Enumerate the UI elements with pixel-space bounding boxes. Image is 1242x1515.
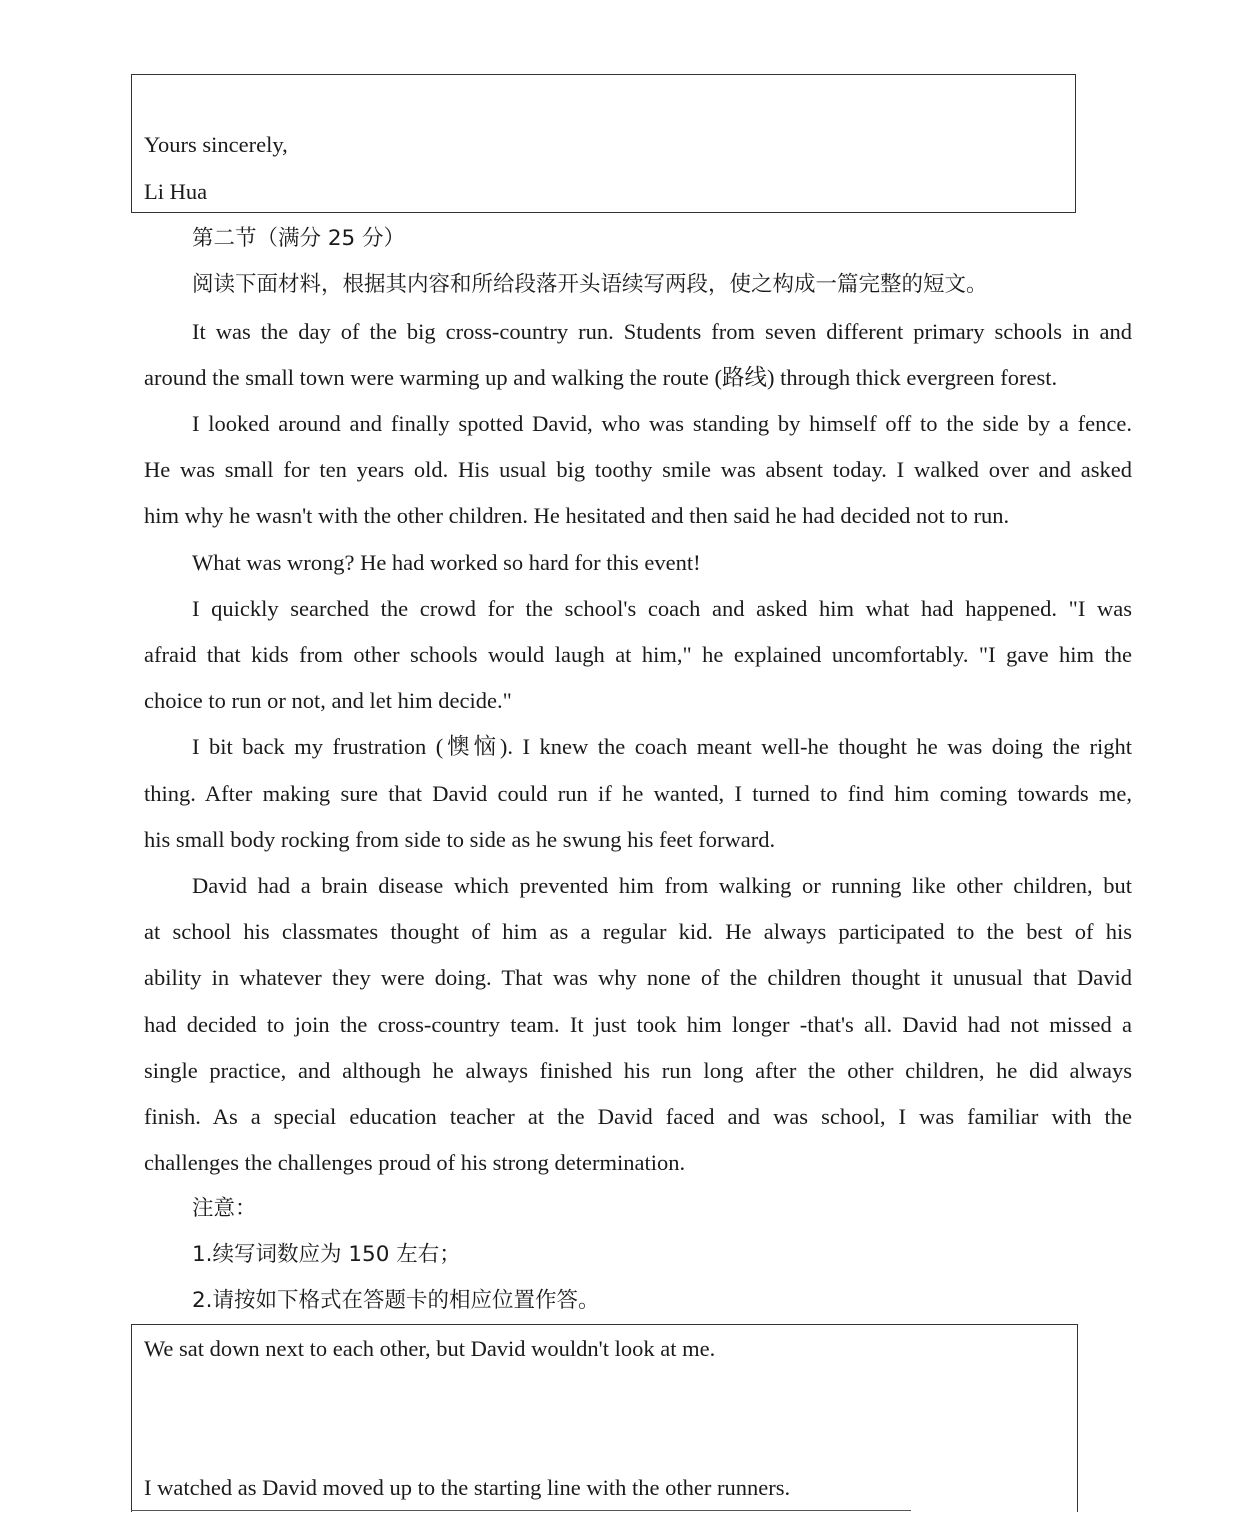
section-instruction: 阅读下面材料，根据其内容和所给段落开头语续写两段，使之构成一篇完整的短文。 <box>192 272 988 297</box>
section-heading: 第二节（满分 25 分） <box>192 226 406 251</box>
passage-line: ability in whatever they were doing. That was why none of the children thought it unusual that David <box>144 965 1132 990</box>
passage-line: I looked around and finally spotted David, who was standing by himself off to the side by a fence. <box>192 411 1132 436</box>
letter-closing: Yours sincerely, <box>144 132 288 157</box>
passage-line: finish. As a special education teacher at the David faced and was school, I was familiar with the <box>144 1104 1132 1129</box>
passage-line: What was wrong? He had worked so hard for this event! <box>192 550 701 575</box>
passage-line: choice to run or not, and let him decide." <box>144 688 512 713</box>
passage-line: his small body rocking from side to side as he swung his feet forward. <box>144 827 776 852</box>
paragraph-1-opening: We sat down next to each other, but David wouldn't look at me. <box>144 1336 716 1361</box>
passage-line: him why he wasn't with the other children. He hesitated and then said he had decided not to run. <box>144 503 1010 528</box>
passage-line: afraid that kids from other schools would laugh at him," he explained uncomfortably. "I gave him the <box>144 642 1132 667</box>
passage-line: He was small for ten years old. His usual big toothy smile was absent today. I walked over and asked <box>144 457 1132 482</box>
passage-line: I bit back my frustration (懊恼). I knew the coach meant well-he thought he was doing the right <box>192 734 1132 759</box>
notes-item-2: 2.请按如下格式在答题卡的相应位置作答。 <box>192 1288 600 1313</box>
notes-item-1: 1.续写词数应为 150 左右； <box>192 1242 461 1267</box>
answer-box-bottom-border <box>131 1510 911 1511</box>
notes-label: 注意： <box>192 1196 257 1221</box>
passage-line: at school his classmates thought of him as a regular kid. He always participated to the best of his <box>144 919 1132 944</box>
passage-line: David had a brain disease which prevented him from walking or running like other children, but <box>192 873 1132 898</box>
passage-line: thing. After making sure that David could run if he wanted, I turned to find him coming towards me, <box>144 781 1132 806</box>
passage-line: I quickly searched the crowd for the school's coach and asked him what had happened. "I was <box>192 596 1132 621</box>
letter-signature: Li Hua <box>144 179 208 204</box>
passage-line: single practice, and although he always finished his run long after the other children, he did always <box>144 1058 1132 1083</box>
paragraph-2-opening: I watched as David moved up to the starting line with the other runners. <box>144 1475 791 1500</box>
passage-line: challenges the challenges proud of his strong determination. <box>144 1150 686 1175</box>
passage-line: had decided to join the cross-country team. It just took him longer -that's all. David had not missed a <box>144 1012 1132 1037</box>
passage-line: around the small town were warming up and walking the route (路线) through thick evergreen forest. <box>144 365 1058 390</box>
passage-line: It was the day of the big cross-country run. Students from seven different primary schools in and <box>192 319 1132 344</box>
